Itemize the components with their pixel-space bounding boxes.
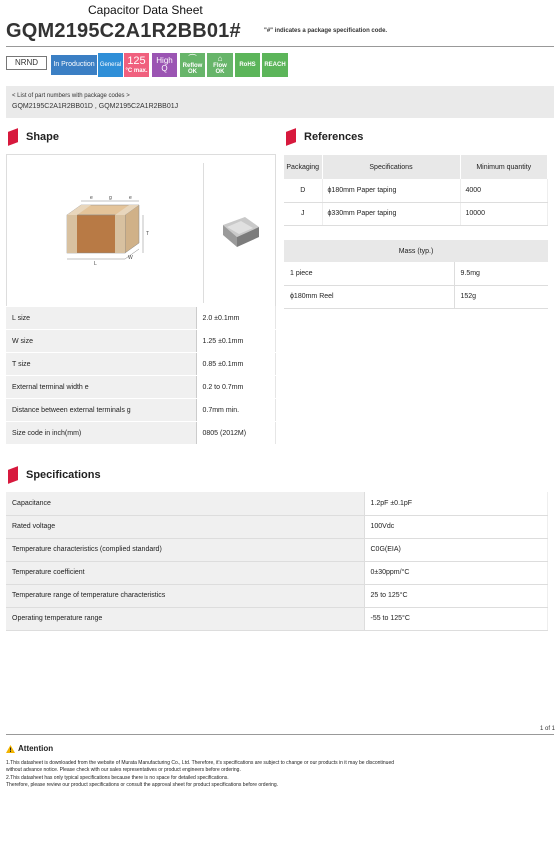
column-header-specifications: Specifications (322, 155, 460, 179)
high-q-badge (152, 53, 177, 77)
dimension-value: 0.7mm min. (196, 399, 276, 422)
warning-icon (6, 745, 15, 753)
table-row (6, 492, 548, 515)
section-marker-icon (8, 128, 18, 146)
minimum-quantity: 4000 (460, 179, 548, 202)
section-marker-icon (286, 128, 296, 146)
flow-badge-label: Flow (213, 62, 227, 69)
shape-heading (8, 130, 59, 144)
note-2a: 2.This datasheet has only typical specifications because there is no space for detailed specifications. (6, 774, 229, 781)
note-1b: without advance notice. Please check with our sales representatives or product engineers before ordering. (6, 767, 241, 774)
packaging-spec: ϕ330mm Paper taping (322, 202, 460, 225)
spec-value: C0G(EIA) (364, 538, 548, 561)
dimension-label: L size (6, 307, 196, 330)
dimension-drawing (7, 155, 277, 309)
mass-header: Mass (typ.) (284, 240, 548, 262)
page-number: 1 of 1 (540, 726, 556, 732)
document-title: Capacitor Data Sheet (88, 3, 203, 17)
mass-value: 152g (454, 285, 548, 308)
reflow-icon: ⌒ (188, 53, 197, 63)
package-codes-list: GQM2195C2A1R2BB01D , GQM2195C2A1R2BB01J (12, 103, 179, 110)
attention-heading (6, 744, 53, 753)
figure-divider (203, 163, 204, 303)
temp-badge-unit: °C max. (125, 67, 148, 74)
temperature-125-badge (124, 53, 149, 77)
shape-figure (6, 154, 276, 308)
spec-value: -55 to 125°C (364, 607, 548, 630)
spec-label: Operating temperature range (6, 607, 364, 630)
header-divider (6, 46, 554, 47)
section-marker-icon (8, 466, 18, 484)
table-row (6, 330, 276, 353)
component-photo (223, 217, 259, 247)
spec-label: Capacitance (6, 492, 364, 515)
specifications-heading (8, 468, 101, 482)
dimension-label: Size code in inch(mm) (6, 422, 196, 445)
general-badge: General (98, 53, 123, 77)
part-number-note: "#" indicates a package specification code. (264, 28, 388, 34)
mass-label: ϕ180mm Reel (284, 285, 454, 308)
dimension-value: 2.0 ±0.1mm (196, 307, 276, 330)
table-row (284, 262, 548, 285)
table-row (6, 399, 276, 422)
specifications-heading-label: Specifications (26, 469, 101, 481)
packaging-code: J (284, 202, 322, 225)
table-row (6, 538, 548, 561)
spec-label: Temperature characteristics (complied standard) (6, 538, 364, 561)
reflow-badge-label: Reflow (182, 62, 203, 69)
attention-notes (6, 760, 554, 789)
dimension-label: Distance between external terminals g (6, 399, 196, 422)
footer-divider (6, 734, 554, 735)
dimension-label: W size (6, 330, 196, 353)
dim-label-l: L (94, 261, 97, 267)
references-heading (286, 130, 363, 144)
dimension-value: 0.85 ±0.1mm (196, 353, 276, 376)
note-1a: 1.This datasheet is downloaded from the website of Murata Manufacturing Co., Ltd. Therefore, it's specifications are subject to change or our products in it may be discontinued (6, 760, 395, 766)
attention-label: Attention (18, 744, 54, 753)
table-row (6, 607, 548, 630)
table-row (284, 285, 548, 308)
packaging-code: D (284, 179, 322, 202)
spec-value: 100Vdc (364, 515, 548, 538)
flow-ok-badge (207, 53, 233, 77)
dim-label-w: W (128, 255, 133, 261)
spec-label: Temperature range of temperature characteristics (6, 584, 364, 607)
references-table (284, 155, 548, 226)
minimum-quantity: 10000 (460, 202, 548, 225)
table-row (6, 584, 548, 607)
mass-table (284, 240, 548, 309)
flow-badge-ok: OK (215, 69, 225, 75)
reflow-ok-badge (180, 53, 205, 77)
mass-label: 1 piece (284, 262, 454, 285)
table-row (6, 376, 276, 399)
references-heading-label: References (304, 131, 364, 143)
spec-value: 1.2pF ±0.1pF (364, 492, 548, 515)
dim-label-g: g (109, 195, 112, 201)
dimension-value: 0.2 to 0.7mm (196, 376, 276, 399)
spec-value: 0±30ppm/°C (364, 561, 548, 584)
table-row (284, 202, 548, 225)
spec-label: Rated voltage (6, 515, 364, 538)
part-number-row (6, 20, 554, 46)
reflow-badge-ok: OK (188, 69, 197, 75)
part-number: GQM2195C2A1R2BB01# (6, 20, 241, 42)
mass-value: 9.5mg (454, 262, 548, 285)
in-production-badge: In Production (51, 55, 97, 75)
rohs-badge: RoHS (235, 53, 260, 77)
shape-heading-label: Shape (26, 131, 60, 143)
table-row (6, 422, 276, 445)
flow-icon: ⌂ (217, 53, 223, 63)
high-q-badge-line2: Q (161, 64, 168, 73)
packaging-spec: ϕ180mm Paper taping (322, 179, 460, 202)
table-row (6, 353, 276, 376)
high-q-badge-line1: High (156, 55, 173, 65)
table-row (284, 179, 548, 202)
dimension-value: 0805 (2012M) (196, 422, 276, 445)
dimension-label: T size (6, 353, 196, 376)
spec-label: Temperature coefficient (6, 561, 364, 584)
package-codes-box (6, 86, 554, 118)
table-row (6, 307, 276, 330)
specifications-table (6, 492, 548, 631)
dim-label-t: T (146, 231, 150, 237)
reach-badge: REACH (262, 53, 288, 77)
shape-dimensions-table (6, 306, 276, 445)
dim-label-e-right: e (129, 195, 132, 201)
table-row (6, 515, 548, 538)
column-header-min-quantity: Minimum quantity (460, 155, 548, 179)
dimension-label: External terminal width e (6, 376, 196, 399)
package-codes-title: < List of part numbers with package codes > (12, 93, 130, 99)
note-2b: Therefore, please review our product specifications or consult the approval sheet for product specifications before ordering. (6, 781, 279, 788)
spec-value: 25 to 125°C (364, 584, 548, 607)
dim-label-e: e (90, 195, 93, 201)
nrnd-badge: NRND (6, 56, 47, 70)
column-header-packaging: Packaging (284, 155, 322, 179)
temp-badge-value: 125 (127, 55, 146, 68)
table-row (6, 561, 548, 584)
dimension-value: 1.25 ±0.1mm (196, 330, 276, 353)
